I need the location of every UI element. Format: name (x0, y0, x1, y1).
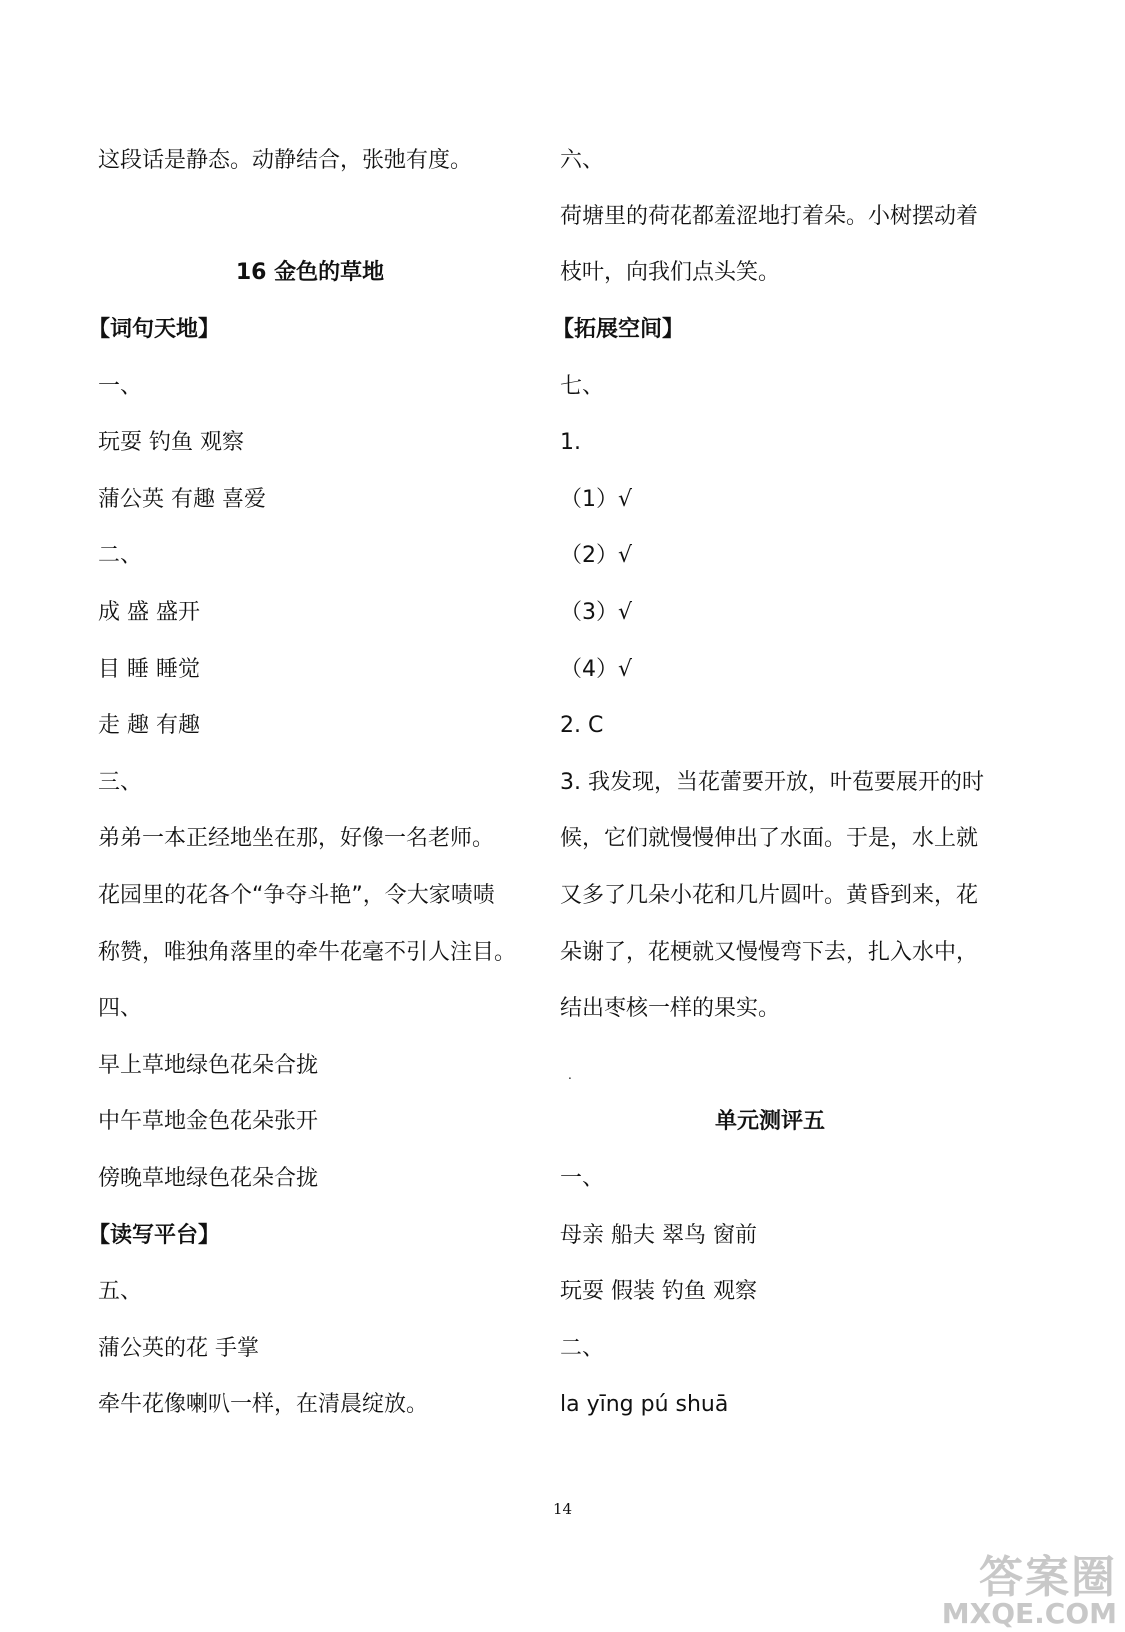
answer-line: 朵谢了，花梗就又慢慢弯下去，扎入水中， (560, 940, 979, 965)
answer-line: 牵牛花像喇叭一样，在清晨绽放。 (98, 1392, 429, 1417)
answer-line: 蒲公英 有趣 喜爱 (98, 487, 266, 512)
pinyin-line: la yīng pú shuā (560, 1392, 729, 1417)
watermark-title: 答案圈 (979, 1552, 1117, 1603)
sub-question-number: 1. (560, 430, 581, 455)
answer-line: 傍晚草地绿色花朵合拢 (98, 1166, 319, 1191)
question-number: 二、 (98, 543, 143, 568)
question-number: 二、 (560, 1336, 605, 1361)
watermark-url: MXQE.COM (941, 1597, 1117, 1630)
page-number: 14 (552, 1500, 573, 1518)
section-title: 单元测评五 (714, 1109, 825, 1134)
answer-line: 3. 我发现，当花蕾要开放，叶苞要展开的时 (560, 770, 984, 795)
answer-line: （4）√ (560, 657, 633, 682)
answer-line: 称赞，唯独角落里的牵牛花毫不引人注目。 (98, 940, 517, 965)
question-number: 三、 (98, 770, 143, 795)
stray-dot: . (568, 1068, 572, 1082)
answer-line: 成 盛 盛开 (98, 600, 200, 625)
answer-line: 玩耍 假装 钓鱼 观察 (560, 1279, 757, 1304)
question-number: 七、 (560, 374, 605, 399)
answer-line: 又多了几朵小花和几片圆叶。黄昏到来，花 (560, 883, 979, 908)
answer-line: 早上草地绿色花朵合拢 (98, 1053, 319, 1078)
question-number: 五、 (98, 1279, 143, 1304)
question-number: 一、 (560, 1166, 605, 1191)
section-heading: 【拓展空间】 (552, 317, 685, 342)
answer-line: 枝叶，向我们点头笑。 (560, 260, 781, 285)
answer-line: 中午草地金色花朵张开 (98, 1109, 319, 1134)
answer-line: 候，它们就慢慢伸出了水面。于是，水上就 (560, 826, 979, 851)
question-number: 四、 (98, 996, 143, 1021)
answer-line: 走 趣 有趣 (98, 713, 200, 738)
question-number: 一、 (98, 374, 143, 399)
answer-line: 目 睡 睡觉 (98, 657, 200, 682)
answer-line: 荷塘里的荷花都羞涩地打着朵。小树摆动着 (560, 204, 979, 229)
section-heading: 【词句天地】 (88, 317, 221, 342)
answer-line: 玩耍 钓鱼 观察 (98, 430, 244, 455)
answer-line: （3）√ (560, 600, 633, 625)
watermark-logo (941, 1552, 1117, 1630)
answer-line: 结出枣核一样的果实。 (560, 996, 781, 1021)
question-number: 六、 (560, 148, 605, 173)
section-title: 16 金色的草地 (235, 260, 385, 285)
text-line: 这段话是静态。动静结合，张弛有度。 (98, 148, 473, 173)
answer-line: 母亲 船夫 翠鸟 窗前 (560, 1223, 757, 1248)
answer-line: 弟弟一本正经地坐在那，好像一名老师。 (98, 826, 495, 851)
answer-line: （2）√ (560, 543, 633, 568)
section-heading: 【读写平台】 (88, 1223, 221, 1248)
answer-line: （1）√ (560, 487, 633, 512)
answer-line: 花园里的花各个“争夺斗艳”，令大家啧啧 (98, 883, 495, 908)
answer-line: 蒲公英的花 手掌 (98, 1336, 259, 1361)
answer-line: 2. C (560, 713, 604, 738)
